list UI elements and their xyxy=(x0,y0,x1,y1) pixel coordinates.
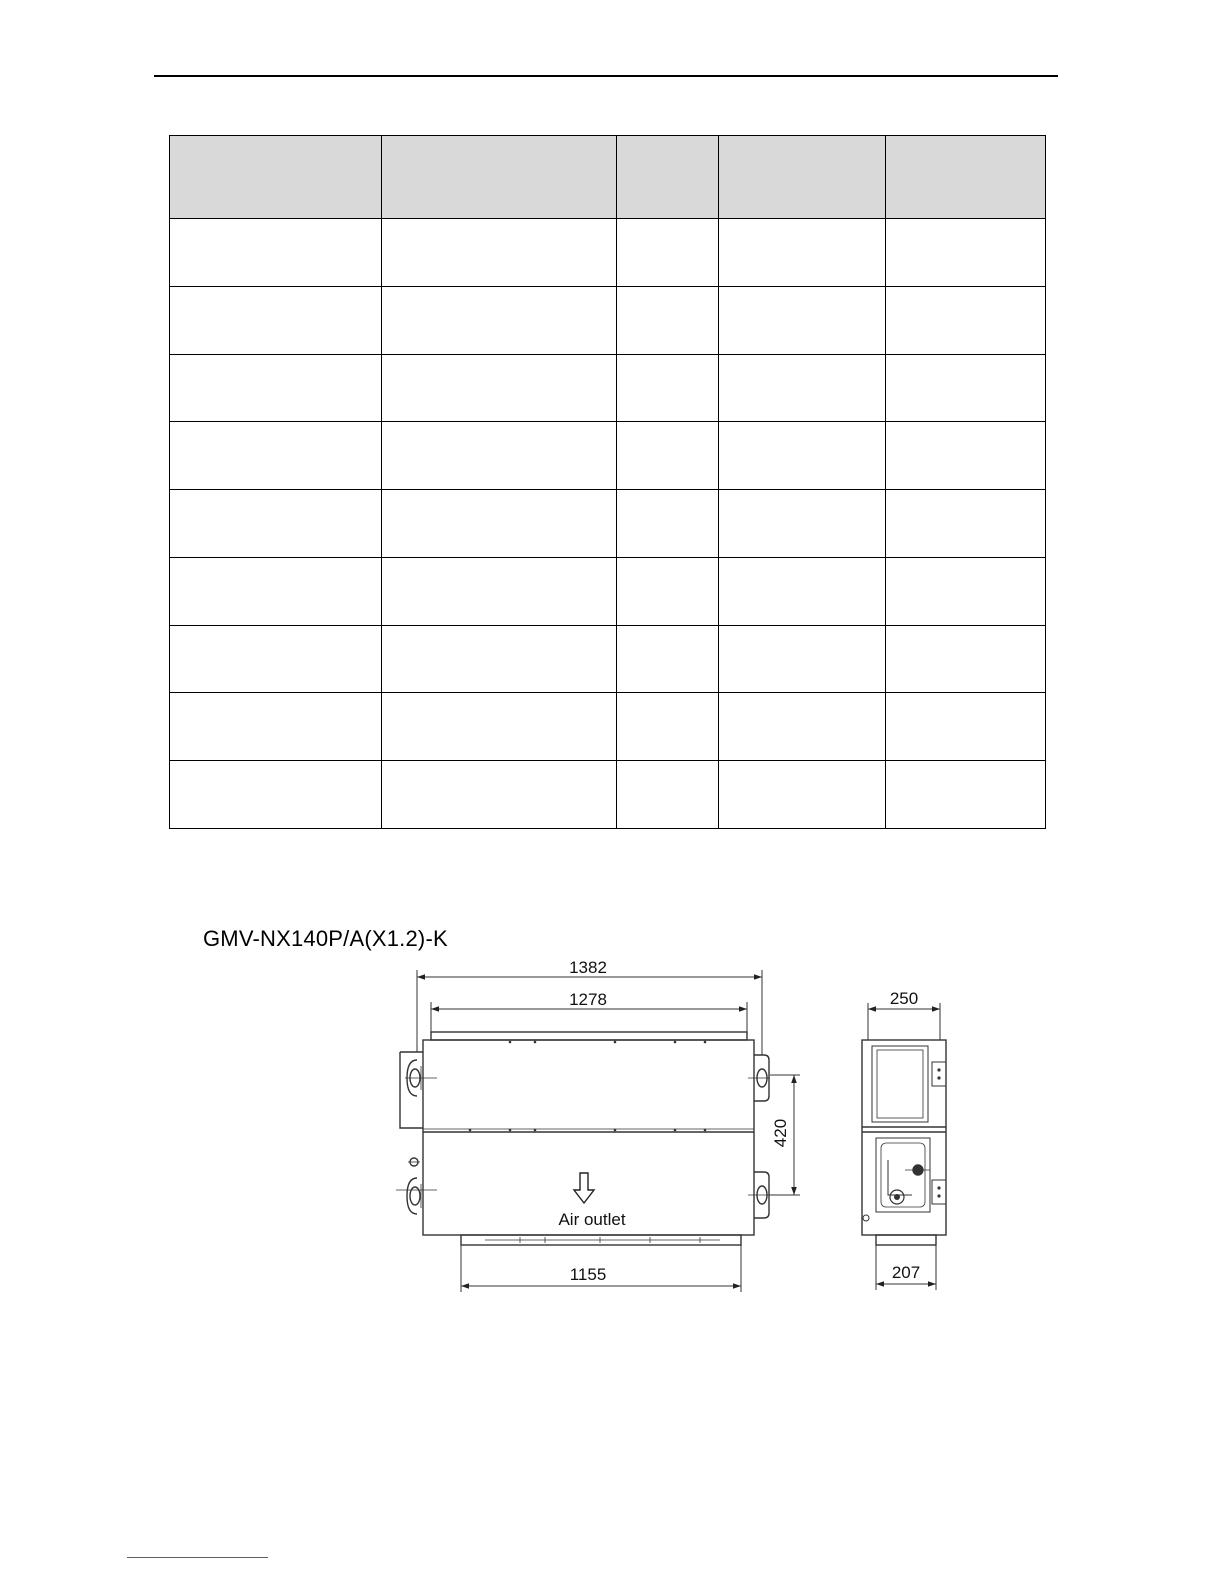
dim-hanger-height: 420 xyxy=(771,1118,790,1148)
side-view xyxy=(862,1040,946,1245)
side-outlet-collar xyxy=(876,1235,936,1245)
top-flange xyxy=(431,1032,747,1040)
dim-overall-width: 1382 xyxy=(569,958,607,977)
front-dimensions xyxy=(417,970,800,1292)
dim-side-outlet-width: 207 xyxy=(891,1263,921,1282)
unit-body xyxy=(423,1040,754,1235)
air-outlet-label: Air outlet xyxy=(558,1210,626,1229)
left-hangers xyxy=(396,1052,437,1214)
screw-marks xyxy=(469,1041,707,1132)
dim-side-width: 250 xyxy=(889,989,919,1008)
footer-link-rule xyxy=(127,1557,268,1558)
air-outlet-arrow-icon xyxy=(574,1173,594,1203)
dim-inner-width: 1278 xyxy=(569,990,607,1009)
dim-outlet-width: 1155 xyxy=(569,1265,607,1284)
right-hangers xyxy=(748,1055,770,1218)
collar-marks xyxy=(485,1237,720,1243)
model-title: GMV-NX140P/A(X1.2)-K xyxy=(203,926,448,951)
